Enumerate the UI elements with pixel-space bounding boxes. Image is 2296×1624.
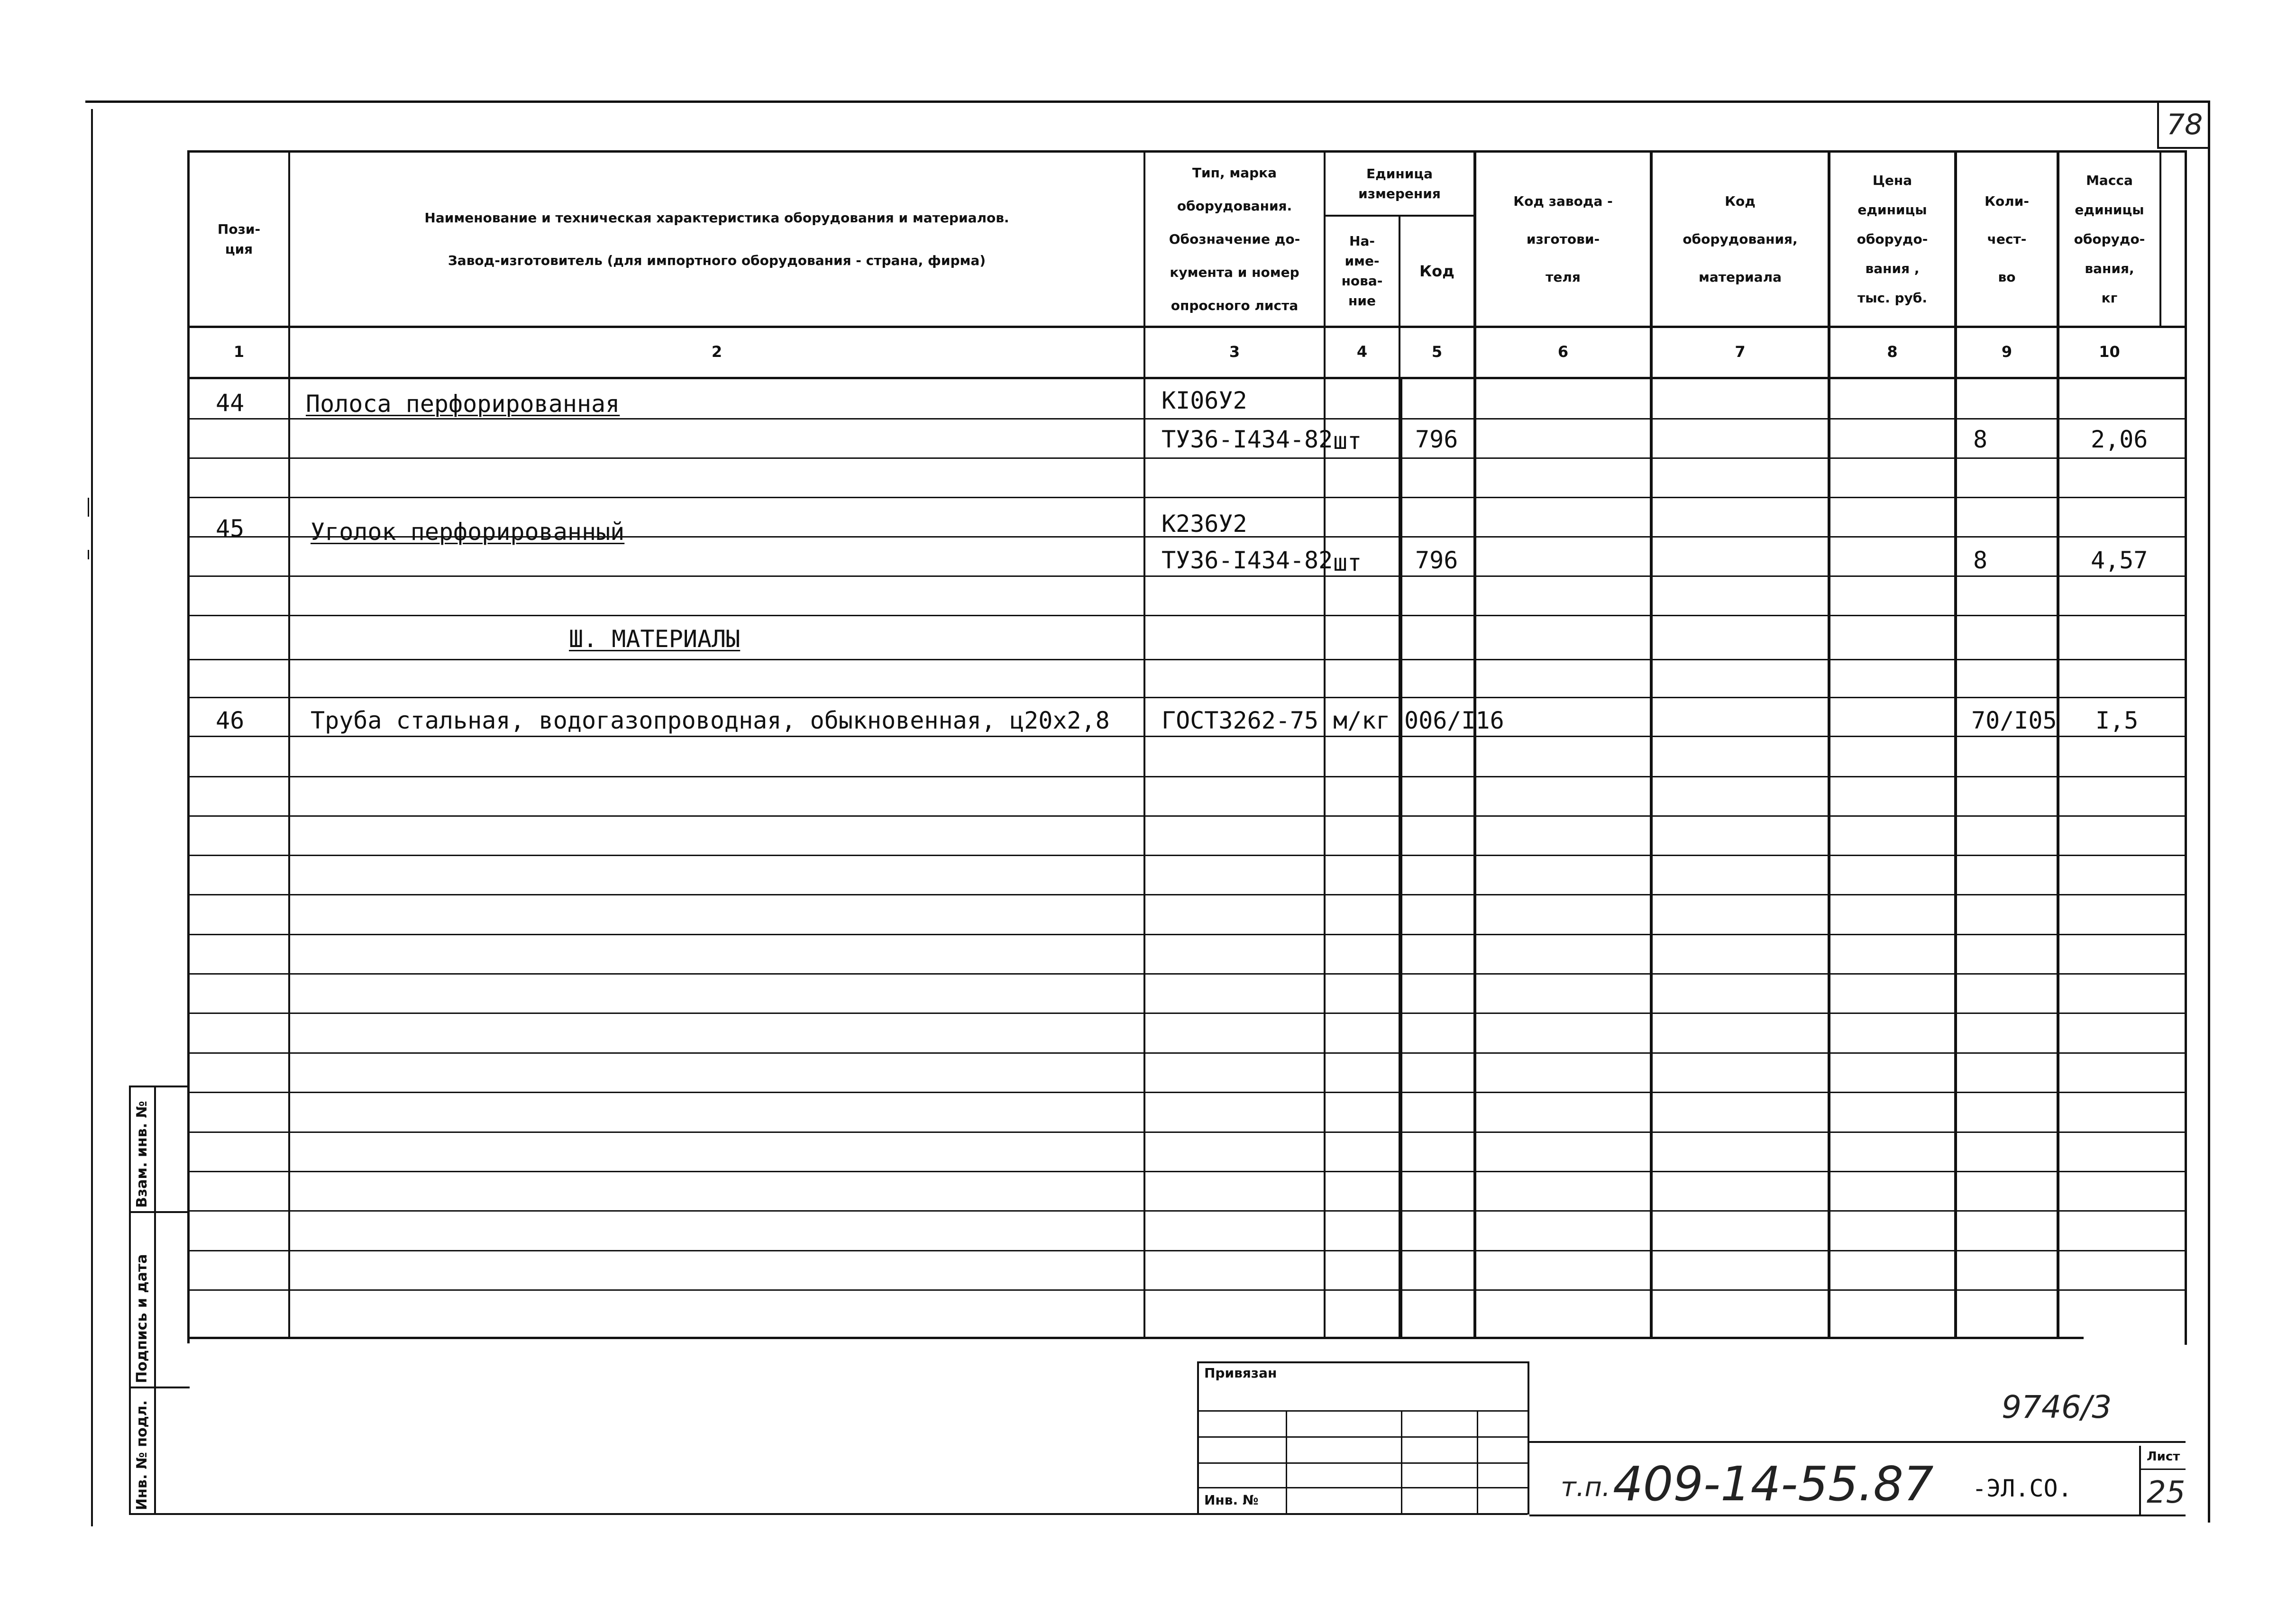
row-code: 796 [1415, 426, 1458, 453]
row-position: 44 [216, 389, 245, 417]
row-line [187, 497, 2186, 498]
column-number: 5 [1431, 343, 1443, 361]
row-name: Труба стальная, водогазопроводная, обыкновенная, ц20х2,8 [311, 707, 1110, 734]
column-number: 1 [233, 343, 245, 361]
list-box-left [2139, 1446, 2141, 1516]
section-heading: Ш. МАТЕРИАЛЫ [569, 625, 741, 653]
row-line [187, 1092, 2186, 1093]
row-line [187, 1013, 2186, 1014]
row-line [187, 815, 2186, 817]
row-type: ТУ36-I434-82 [1162, 547, 1333, 574]
row-line [187, 1052, 2186, 1054]
header-price: Цена единицы оборудо- вания , тыс. руб. [1857, 172, 1928, 306]
col-line-6 [1650, 150, 1653, 1338]
col-line-5 [1473, 150, 1476, 1338]
stamp-row [1197, 1436, 1529, 1438]
side-label-vzam: Взам. инв. № [134, 1101, 150, 1208]
row-line [187, 659, 2186, 660]
table-left [187, 150, 190, 1343]
header-unit-code: Код [1419, 262, 1454, 280]
col-line-9 [2057, 150, 2059, 1338]
side-block-top [129, 1086, 190, 1087]
scan-mark [88, 550, 89, 559]
row-quantity: 8 [1973, 426, 1988, 453]
column-number: 9 [2001, 343, 2012, 361]
row-name: Уголок перфорированный [311, 518, 625, 546]
col-line-2 [1143, 150, 1145, 1338]
header-type: Тип, марка оборудования. Обозначение до- кумента и номер опросного листа [1169, 164, 1300, 313]
column-number: 2 [711, 343, 723, 361]
frame-right [2208, 100, 2210, 1523]
col-line-8 [1954, 150, 1957, 1338]
col-line-4-thick [1399, 379, 1402, 1338]
row-mass: 2,06 [2091, 426, 2148, 453]
list-label: Лист [2147, 1450, 2180, 1464]
stamp-left [1197, 1361, 1199, 1515]
row-line [187, 736, 2186, 737]
row-line [187, 1289, 2186, 1291]
row-line [187, 1210, 2186, 1212]
scan-mark [88, 498, 89, 517]
row-line [187, 934, 2186, 935]
col-line-7 [1828, 150, 1830, 1338]
tp-prefix: т.п. [1561, 1472, 1610, 1503]
side-label-podpis: Подпись и дата [134, 1254, 150, 1383]
list-box-sep [2139, 1469, 2186, 1470]
row-quantity: 8 [1973, 547, 1988, 574]
doc-suffix: -ЭЛ.СО. [1972, 1475, 2072, 1502]
table-right [2185, 150, 2187, 1345]
row-type: К236У2 [1162, 510, 1247, 538]
header-equipment-code: Код оборудования, материала [1683, 193, 1798, 285]
stamp-top [1197, 1361, 1529, 1363]
col-line-1 [288, 150, 290, 1338]
stamp-privyazan: Привязан [1204, 1365, 1277, 1381]
header-unit-name: На- име- нова- ние [1341, 233, 1383, 309]
header-position: Пози- ция [217, 221, 261, 257]
side-block-sep1 [129, 1211, 190, 1213]
column-number: 7 [1735, 343, 1746, 361]
tp-number: 409-14-55.87 [1613, 1456, 1934, 1512]
row-code: 796 [1415, 547, 1458, 574]
list-number: 25 [2147, 1475, 2186, 1510]
table-body-bottom [187, 1337, 2084, 1339]
row-line [187, 615, 2186, 616]
page-box-bottom [2157, 147, 2210, 149]
row-quantity: 70/I05 [1971, 707, 2057, 734]
stamp-inv-no: Инв. № [1204, 1492, 1259, 1508]
row-mass: I,5 [2095, 707, 2139, 734]
column-number: 4 [1356, 343, 1368, 361]
column-number: 3 [1229, 343, 1240, 361]
header-unit-group: Единица измерения [1358, 165, 1441, 201]
frame-left [91, 109, 93, 1526]
title-block-top [1529, 1441, 2186, 1443]
col-line-10 [2159, 150, 2161, 326]
row-line [187, 1131, 2186, 1133]
stamp-row [1197, 1462, 1529, 1464]
stamp-col [1477, 1410, 1478, 1515]
row-position: 45 [216, 515, 245, 542]
row-line [187, 973, 2186, 975]
column-number: 8 [1887, 343, 1898, 361]
side-label-inv: Инв. № подл. [134, 1400, 150, 1510]
stamp-col [1286, 1410, 1287, 1515]
row-unit: шт [1333, 549, 1362, 576]
stamp-row [1197, 1410, 1529, 1412]
header-bottom [187, 326, 2186, 328]
header-quantity: Коли- чест- во [1985, 193, 2029, 285]
row-code: 006/I16 [1404, 707, 1504, 734]
side-block-mid [154, 1086, 156, 1515]
stamp-row [1197, 1487, 1529, 1488]
page-box-left [2157, 100, 2159, 148]
frame-top [85, 100, 2209, 103]
row-name: Полоса перфорированная [306, 390, 620, 418]
side-block-bottom [129, 1513, 1528, 1515]
row-position: 46 [216, 707, 245, 734]
side-block-left [129, 1086, 131, 1515]
page-number: 78 [2167, 108, 2203, 141]
header-name: Наименование и техническая характеристика оборудования и материалов. Завод-изготовитель (для импортного оборудования - страна, фирма) [424, 210, 1009, 268]
row-line [187, 418, 2186, 420]
doc-reference: 9746/3 [2002, 1389, 2112, 1425]
row-line [187, 697, 2186, 698]
row-line [187, 855, 2186, 856]
header-factory-code: Код завода - изготови- теля [1513, 193, 1613, 285]
number-row-bottom [187, 377, 2186, 379]
stamp-col [1401, 1410, 1402, 1515]
row-unit: м/кг [1333, 707, 1390, 734]
row-line [187, 457, 2186, 459]
row-line [187, 776, 2186, 777]
row-type: ГОСТ3262-75 [1162, 707, 1319, 734]
column-number: 10 [2099, 343, 2120, 361]
column-number: 6 [1557, 343, 1569, 361]
stamp-right [1528, 1361, 1529, 1515]
title-block-bottom [1529, 1515, 2186, 1516]
header-mass: Масса единицы оборудо- вания, кг [2074, 172, 2145, 306]
row-line [187, 894, 2186, 895]
row-line [187, 575, 2186, 577]
row-unit: шт [1333, 427, 1362, 455]
side-block-sep2 [129, 1387, 190, 1388]
row-type: ТУ36-I434-82 [1162, 426, 1333, 453]
row-mass: 4,57 [2091, 547, 2148, 574]
col-line-3 [1324, 150, 1326, 1338]
row-line [187, 1171, 2186, 1172]
row-line [187, 1250, 2186, 1251]
row-type: КI06У2 [1162, 387, 1247, 414]
